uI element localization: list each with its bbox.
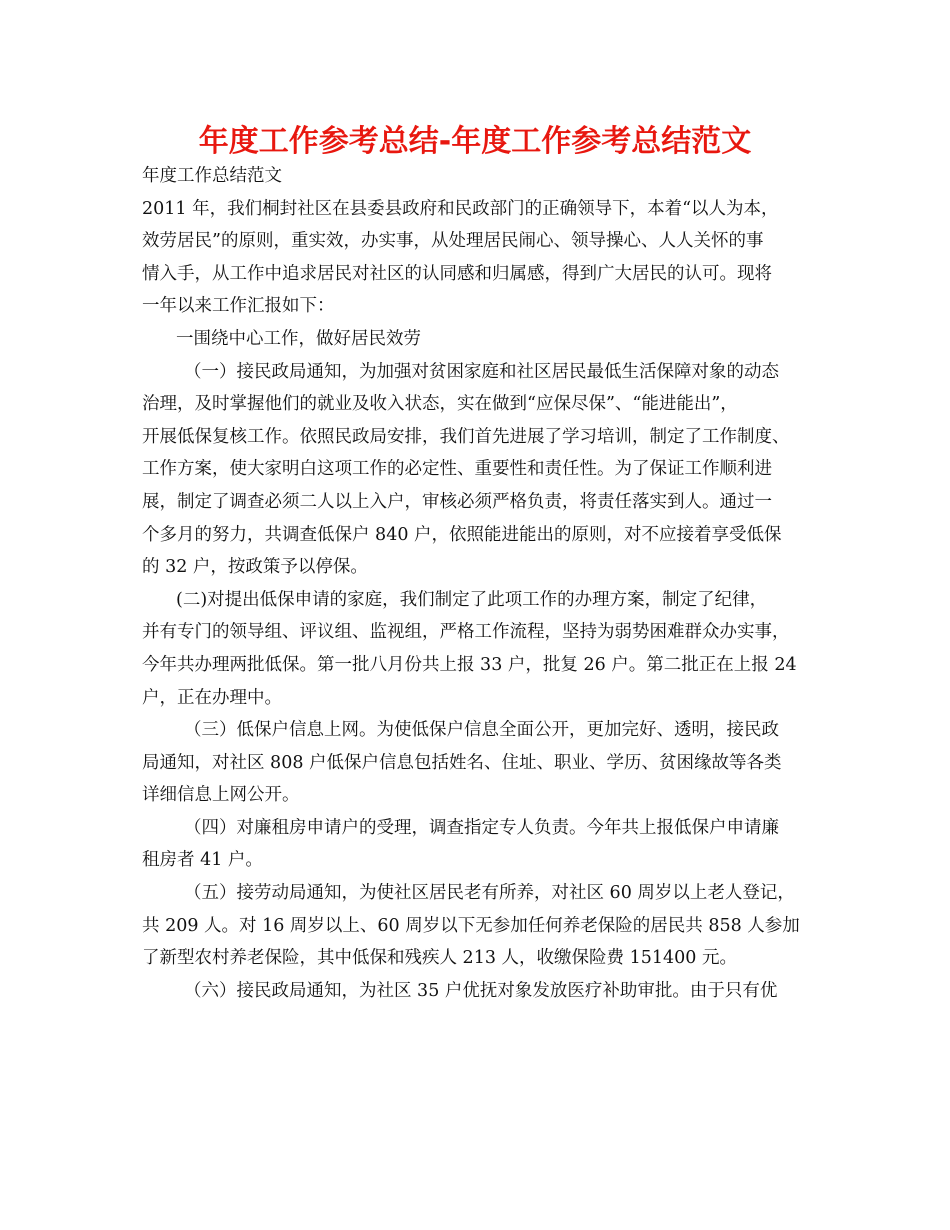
paragraph-line: 治理，及时掌握他们的就业及收入状态，实在做到“应保尽保”、“能进能出”， [142, 394, 738, 415]
paragraph-line: （三）低保户信息上网。为使低保户信息全面公开，更加完好、透明，接民政 [184, 720, 779, 741]
paragraph-line: （一）接民政局通知，为加强对贫困家庭和社区居民最低生活保障对象的动态 [184, 361, 779, 382]
document-title: 年度工作参考总结-年度工作参考总结范文 [198, 124, 752, 159]
paragraph-line: （五）接劳动局通知，为使社区居民老有所养，对社区 60 周岁以上老人登记， [184, 883, 795, 904]
document-body [142, 160, 822, 1007]
paragraph-line: 展，制定了调查必须二人以上入户，审核必须严格负责，将责任落实到人。通过一 [142, 491, 772, 512]
paragraph-line: 2011 年，我们桐封社区在县委县政府和民政部门的正确领导下，本着“以人为本， [142, 198, 779, 219]
paragraph-line: 效劳居民”的原则，重实效，办实事，从处理居民闹心、领导操心、人人关怀的事 [142, 231, 764, 252]
paragraph-line: 工作方案，使大家明白这项工作的必定性、重要性和责任性。为了保证工作顺利进 [142, 459, 772, 480]
paragraph-line: （四）对廉租房申请户的受理，调查指定专人负责。今年共上报低保户申请廉 [184, 817, 779, 838]
paragraph-line: （六）接民政局通知，为社区 35 户优抚对象发放医疗补助审批。由于只有优 [184, 980, 778, 1001]
paragraph-line: 并有专门的领导组、评议组、监视组，严格工作流程，坚持为弱势困难群众办实事， [142, 622, 790, 643]
paragraph-line: 开展低保复核工作。依照民政局安排，我们首先进展了学习培训，制定了工作制度、 [142, 426, 790, 447]
subtitle-line: 年度工作总结范文 [142, 166, 282, 186]
paragraph-line: 一年以来工作汇报如下： [142, 296, 335, 317]
paragraph-line: 局通知，对社区 808 户低保户信息包括姓名、住址、职业、学历、贫困缘故等各类 [142, 752, 782, 773]
paragraph-line: 的 32 户，按政策予以停保。 [142, 557, 368, 578]
paragraph-line: 了新型农村养老保险，其中低保和残疾人 213 人，收缴保险费 151400 元。 [142, 948, 737, 969]
paragraph-line: 情入手，从工作中追求居民对社区的认同感和归属感，得到广大居民的认可。现将 [142, 263, 772, 284]
paragraph-line: 今年共办理两批低保。第一批八月份共上报 33 户，批复 26 户。第二批正在上报 24 [142, 654, 797, 675]
paragraph-line: 租房者 41 户。 [142, 850, 263, 871]
section-heading: 一围绕中心工作，做好居民效劳 [176, 328, 421, 349]
paragraph-line: 共 209 人。对 16 周岁以上、60 周岁以下无参加任何养老保险的居民共 858 人参加 [142, 915, 800, 936]
paragraph-line: 户，正在办理中。 [142, 687, 282, 708]
paragraph-line: 详细信息上网公开。 [142, 785, 300, 806]
paragraph-line: (二)对提出低保申请的家庭，我们制定了此项工作的办理方案，制定了纪律， [176, 589, 768, 610]
paragraph-line: 个多月的努力，共调查低保户 840 户，依照能进能出的原则，对不应接着享受低保 [142, 524, 782, 545]
